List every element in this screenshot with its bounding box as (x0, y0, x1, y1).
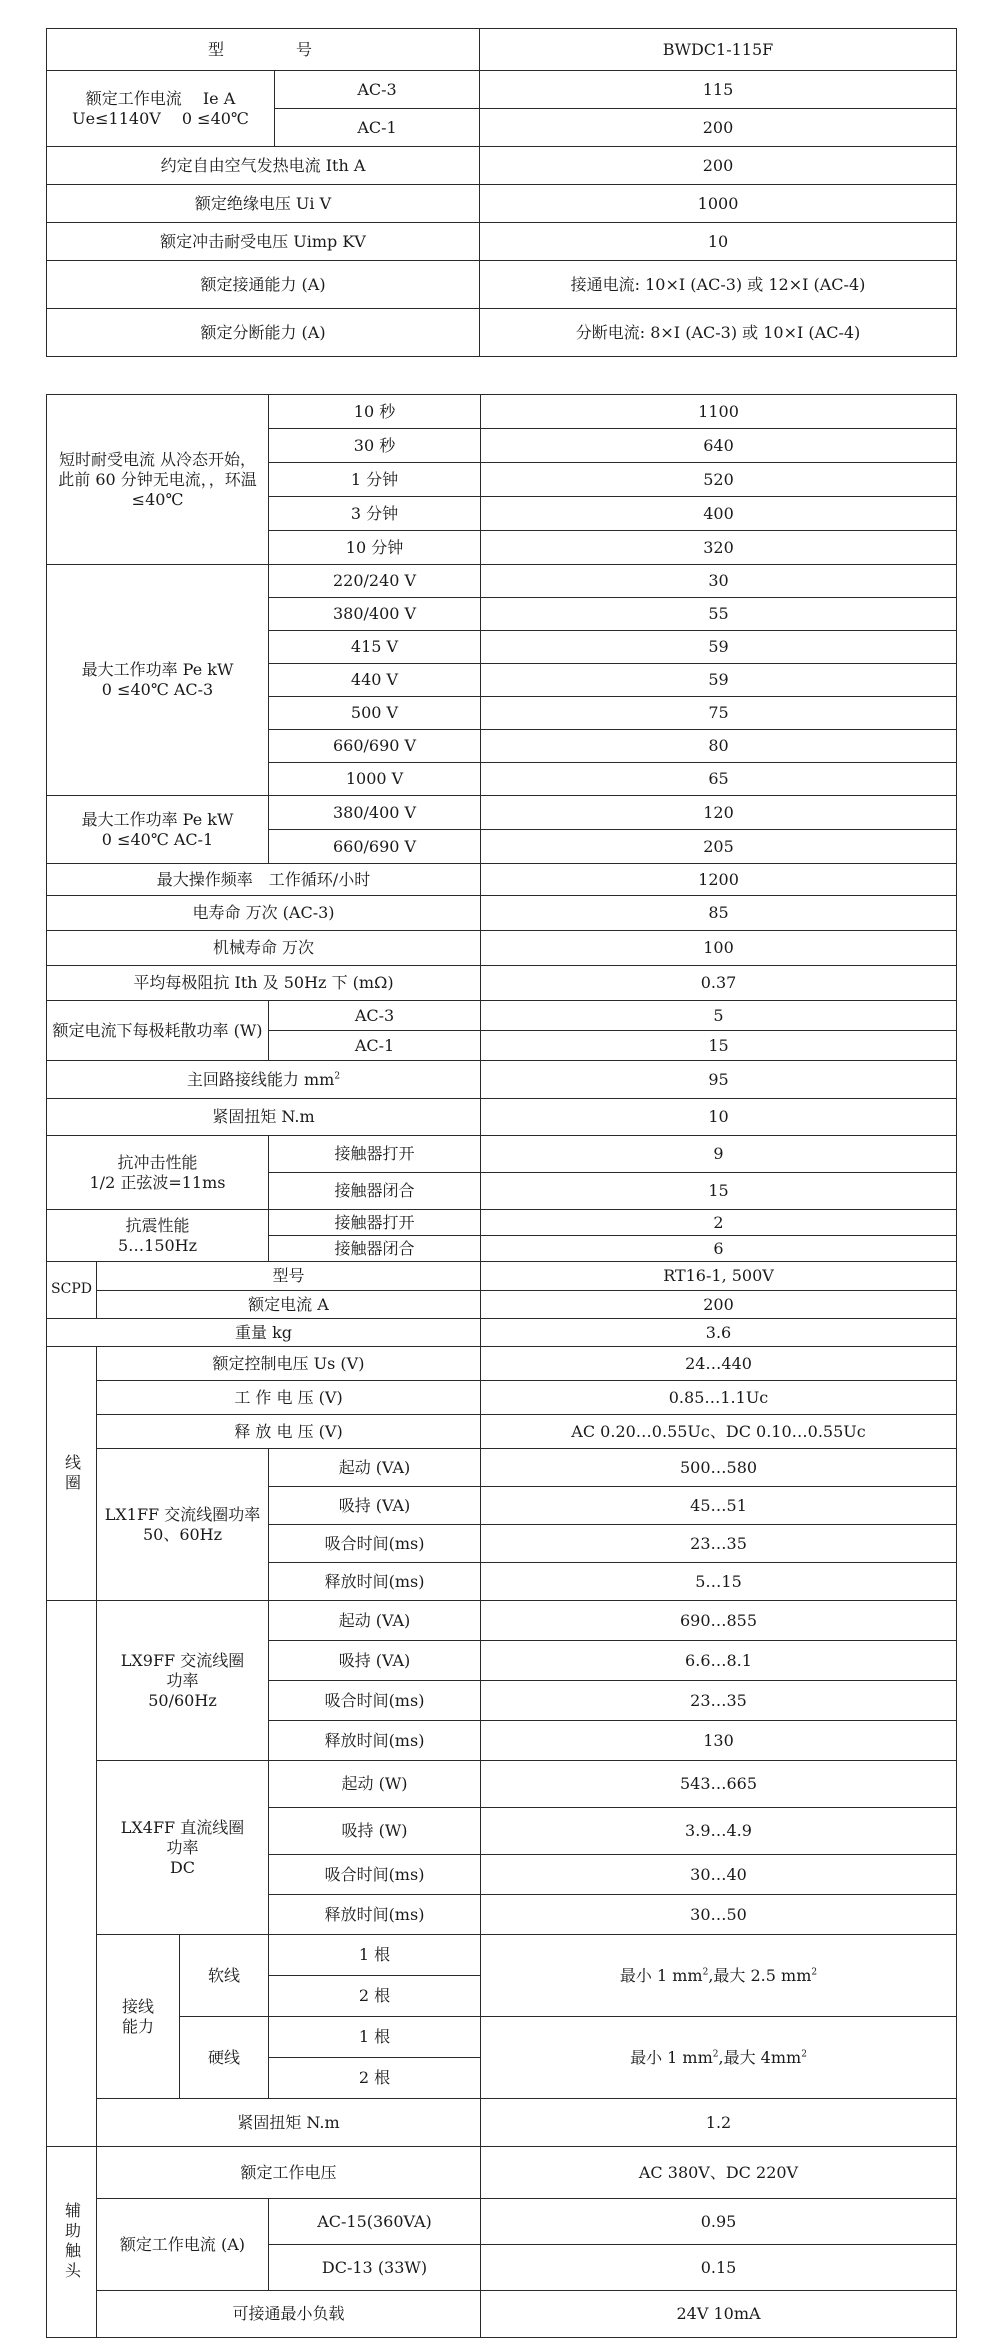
ac1-value: 200 (480, 109, 957, 147)
shock-close-label: 接触器闭合 (269, 1173, 481, 1210)
ui-value: 1000 (480, 185, 957, 223)
coil-group-blank (47, 1601, 97, 2147)
make-capacity-label: 额定接通能力 (A) (47, 261, 480, 309)
dissipation-ac1-value: 15 (481, 1031, 957, 1061)
impedance-value: 0.37 (481, 966, 957, 1001)
lx4ff-param: 释放时间(ms) (269, 1895, 481, 1935)
dc13-value: 0.15 (481, 2245, 957, 2291)
make-capacity-value: 接通电流: 10×I (AC-3) 或 12×I (AC-4) (480, 261, 957, 309)
min-load-label: 可接通最小负载 (97, 2291, 481, 2338)
torque-label: 紧固扭矩 N.m (47, 1099, 481, 1136)
pe-voltage: 440 V (269, 664, 481, 697)
mechanical-life-value: 100 (481, 931, 957, 966)
ac1-label: AC-1 (275, 109, 480, 147)
short-time-value: 400 (481, 497, 957, 531)
lx1ff-param: 吸持 (VA) (269, 1487, 481, 1525)
control-voltage-value: 24…440 (481, 1347, 957, 1381)
short-time-duration: 10 分钟 (269, 531, 481, 565)
ac15-value: 0.95 (481, 2199, 957, 2245)
short-time-duration: 3 分钟 (269, 497, 481, 531)
work-voltage-value: 0.85…1.1Uc (481, 1381, 957, 1415)
break-capacity-label: 额定分断能力 (A) (47, 309, 480, 357)
pe-voltage: 660/690 V (269, 830, 481, 864)
hard-wire-label: 硬线 (180, 2017, 269, 2099)
impedance-label: 平均每极阻抗 Ith 及 50Hz 下 (mΩ) (47, 966, 481, 1001)
short-time-value: 1100 (481, 395, 957, 429)
shock-open-value: 9 (481, 1136, 957, 1173)
short-time-duration: 10 秒 (269, 395, 481, 429)
one-wire-label: 1 根 (269, 1935, 481, 1976)
short-time-duration: 1 分钟 (269, 463, 481, 497)
one-wire-label: 1 根 (269, 2017, 481, 2058)
pe-value: 30 (481, 565, 957, 598)
dc13-label: DC-13 (33W) (269, 2245, 481, 2291)
operating-frequency-value: 1200 (481, 864, 957, 896)
vibration-close-value: 6 (481, 1236, 957, 1262)
lx9ff-value: 23…35 (481, 1681, 957, 1721)
two-wire-label: 2 根 (269, 1976, 481, 2017)
break-capacity-value: 分断电流: 8×I (AC-3) 或 10×I (AC-4) (480, 309, 957, 357)
lx1ff-value: 23…35 (481, 1525, 957, 1563)
short-time-value: 320 (481, 531, 957, 565)
two-wire-label: 2 根 (269, 2058, 481, 2099)
pe-voltage: 220/240 V (269, 565, 481, 598)
lx9ff-param: 吸持 (VA) (269, 1641, 481, 1681)
scpd-model-value: RT16-1, 500V (481, 1262, 957, 1291)
pe-voltage: 380/400 V (269, 598, 481, 631)
vibration-open-label: 接触器打开 (269, 1210, 481, 1236)
scpd-model-label: 型号 (97, 1262, 481, 1291)
aux-voltage-value: AC 380V、DC 220V (481, 2147, 957, 2199)
soft-wire-label: 软线 (180, 1935, 269, 2017)
lx9ff-param: 释放时间(ms) (269, 1721, 481, 1761)
rated-current-label: 额定工作电流 Ie A Ue≤1140V 0 ≤40℃ (47, 71, 275, 147)
scpd-current-label: 额定电流 A (97, 1291, 481, 1319)
control-voltage-label: 额定控制电压 Us (V) (97, 1347, 481, 1381)
pe-value: 59 (481, 631, 957, 664)
work-voltage-label: 工 作 电 压 (V) (97, 1381, 481, 1415)
ith-value: 200 (480, 147, 957, 185)
short-time-duration: 30 秒 (269, 429, 481, 463)
pe-value: 120 (481, 796, 957, 830)
pe-voltage: 1000 V (269, 763, 481, 796)
lx4ff-label: LX4FF 直流线圈 功率 DC (97, 1761, 269, 1935)
scpd-current-value: 200 (481, 1291, 957, 1319)
pe-voltage: 500 V (269, 697, 481, 730)
coil-torque-label: 紧固扭矩 N.m (97, 2099, 481, 2147)
pe-value: 59 (481, 664, 957, 697)
dissipation-ac3-label: AC-3 (269, 1001, 481, 1031)
shock-open-label: 接触器打开 (269, 1136, 481, 1173)
release-voltage-value: AC 0.20…0.55Uc、DC 0.10…0.55Uc (481, 1415, 957, 1449)
vibration-label: 抗震性能 5…150Hz (47, 1210, 269, 1262)
ac3-label: AC-3 (275, 71, 480, 109)
short-time-value: 640 (481, 429, 957, 463)
pe-voltage: 660/690 V (269, 730, 481, 763)
main-wiring-value: 95 (481, 1061, 957, 1099)
lx1ff-value: 5…15 (481, 1563, 957, 1601)
weight-label: 重量 kg (47, 1319, 481, 1347)
lx4ff-value: 30…50 (481, 1895, 957, 1935)
ac15-label: AC-15(360VA) (269, 2199, 481, 2245)
short-time-label: 短时耐受电流 从冷态开始，此前 60 分钟无电流，，环温≤40℃ (47, 395, 269, 565)
hard-wire-value: 最小 1 $mm^2$,最大 $4mm^2$ (481, 2017, 957, 2099)
pe-value: 65 (481, 763, 957, 796)
torque-value: 10 (481, 1099, 957, 1136)
lx1ff-param: 释放时间(ms) (269, 1563, 481, 1601)
lx4ff-value: 30…40 (481, 1855, 957, 1895)
electrical-life-value: 85 (481, 896, 957, 931)
vibration-open-value: 2 (481, 1210, 957, 1236)
uimp-value: 10 (480, 223, 957, 261)
dissipation-ac1-label: AC-1 (269, 1031, 481, 1061)
spec-table-performance (46, 394, 957, 1601)
pe-value: 75 (481, 697, 957, 730)
lx4ff-value: 3.9…4.9 (481, 1808, 957, 1855)
lx9ff-param: 吸合时间(ms) (269, 1681, 481, 1721)
min-load-value: 24V 10mA (481, 2291, 957, 2338)
lx9ff-param: 起动 (VA) (269, 1601, 481, 1641)
pe-value: 205 (481, 830, 957, 864)
spec-table-coil-aux (46, 1600, 957, 2338)
lx1ff-param: 起动 (VA) (269, 1449, 481, 1487)
lx9ff-label: LX9FF 交流线圈 功率 50/60Hz (97, 1601, 269, 1761)
short-time-value: 520 (481, 463, 957, 497)
lx1ff-value: 500…580 (481, 1449, 957, 1487)
dissipation-label: 额定电流下每极耗散功率 (W) (47, 1001, 269, 1061)
lx1ff-label: LX1FF 交流线圈功率 50、60Hz (97, 1449, 269, 1601)
lx9ff-value: 6.6…8.1 (481, 1641, 957, 1681)
connection-capacity-label: 接线能力 (97, 1935, 180, 2099)
ith-label: 约定自由空气发热电流 Ith A (47, 147, 480, 185)
shock-close-value: 15 (481, 1173, 957, 1210)
lx9ff-value: 130 (481, 1721, 957, 1761)
lx1ff-value: 45…51 (481, 1487, 957, 1525)
coil-torque-value: 1.2 (481, 2099, 957, 2147)
pe-value: 55 (481, 598, 957, 631)
lx4ff-param: 起动 (W) (269, 1761, 481, 1808)
lx4ff-param: 吸合时间(ms) (269, 1855, 481, 1895)
operating-frequency-label: 最大操作频率 工作循环/小时 (47, 864, 481, 896)
electrical-life-label: 电寿命 万次 (AC-3) (47, 896, 481, 931)
spec-table-main (46, 28, 957, 357)
pe-voltage: 380/400 V (269, 796, 481, 830)
auxiliary-contact-label: 辅助触头 (47, 2147, 97, 2338)
aux-current-label: 额定工作电流 (A) (97, 2199, 269, 2291)
scpd-label: SCPD (47, 1262, 97, 1319)
shock-label: 抗冲击性能 1/2 正弦波=11ms (47, 1136, 269, 1210)
coil-label: 线圈 (47, 1347, 97, 1601)
ac3-value: 115 (480, 71, 957, 109)
dissipation-ac3-value: 5 (481, 1001, 957, 1031)
main-wiring-label: 主回路接线能力 $mm^2$ (47, 1061, 481, 1099)
vibration-close-label: 接触器闭合 (269, 1236, 481, 1262)
soft-wire-value: 最小 1 $mm^2$,最大 2.5 $mm^2$ (481, 1935, 957, 2017)
pe-value: 80 (481, 730, 957, 763)
header-label: 型 号 (47, 29, 480, 71)
pe-voltage: 415 V (269, 631, 481, 664)
release-voltage-label: 释 放 电 压 (V) (97, 1415, 481, 1449)
uimp-label: 额定冲击耐受电压 Uimp KV (47, 223, 480, 261)
pe-ac3-label: 最大工作功率 Pe kW 0 ≤40℃ AC-3 (47, 565, 269, 796)
lx1ff-param: 吸合时间(ms) (269, 1525, 481, 1563)
lx9ff-value: 690…855 (481, 1601, 957, 1641)
mechanical-life-label: 机械寿命 万次 (47, 931, 481, 966)
weight-value: 3.6 (481, 1319, 957, 1347)
lx4ff-param: 吸持 (W) (269, 1808, 481, 1855)
pe-ac1-label: 最大工作功率 Pe kW 0 ≤40℃ AC-1 (47, 796, 269, 864)
lx4ff-value: 543…665 (481, 1761, 957, 1808)
ui-label: 额定绝缘电压 Ui V (47, 185, 480, 223)
aux-voltage-label: 额定工作电压 (97, 2147, 481, 2199)
header-model: BWDC1-115F (480, 29, 957, 71)
